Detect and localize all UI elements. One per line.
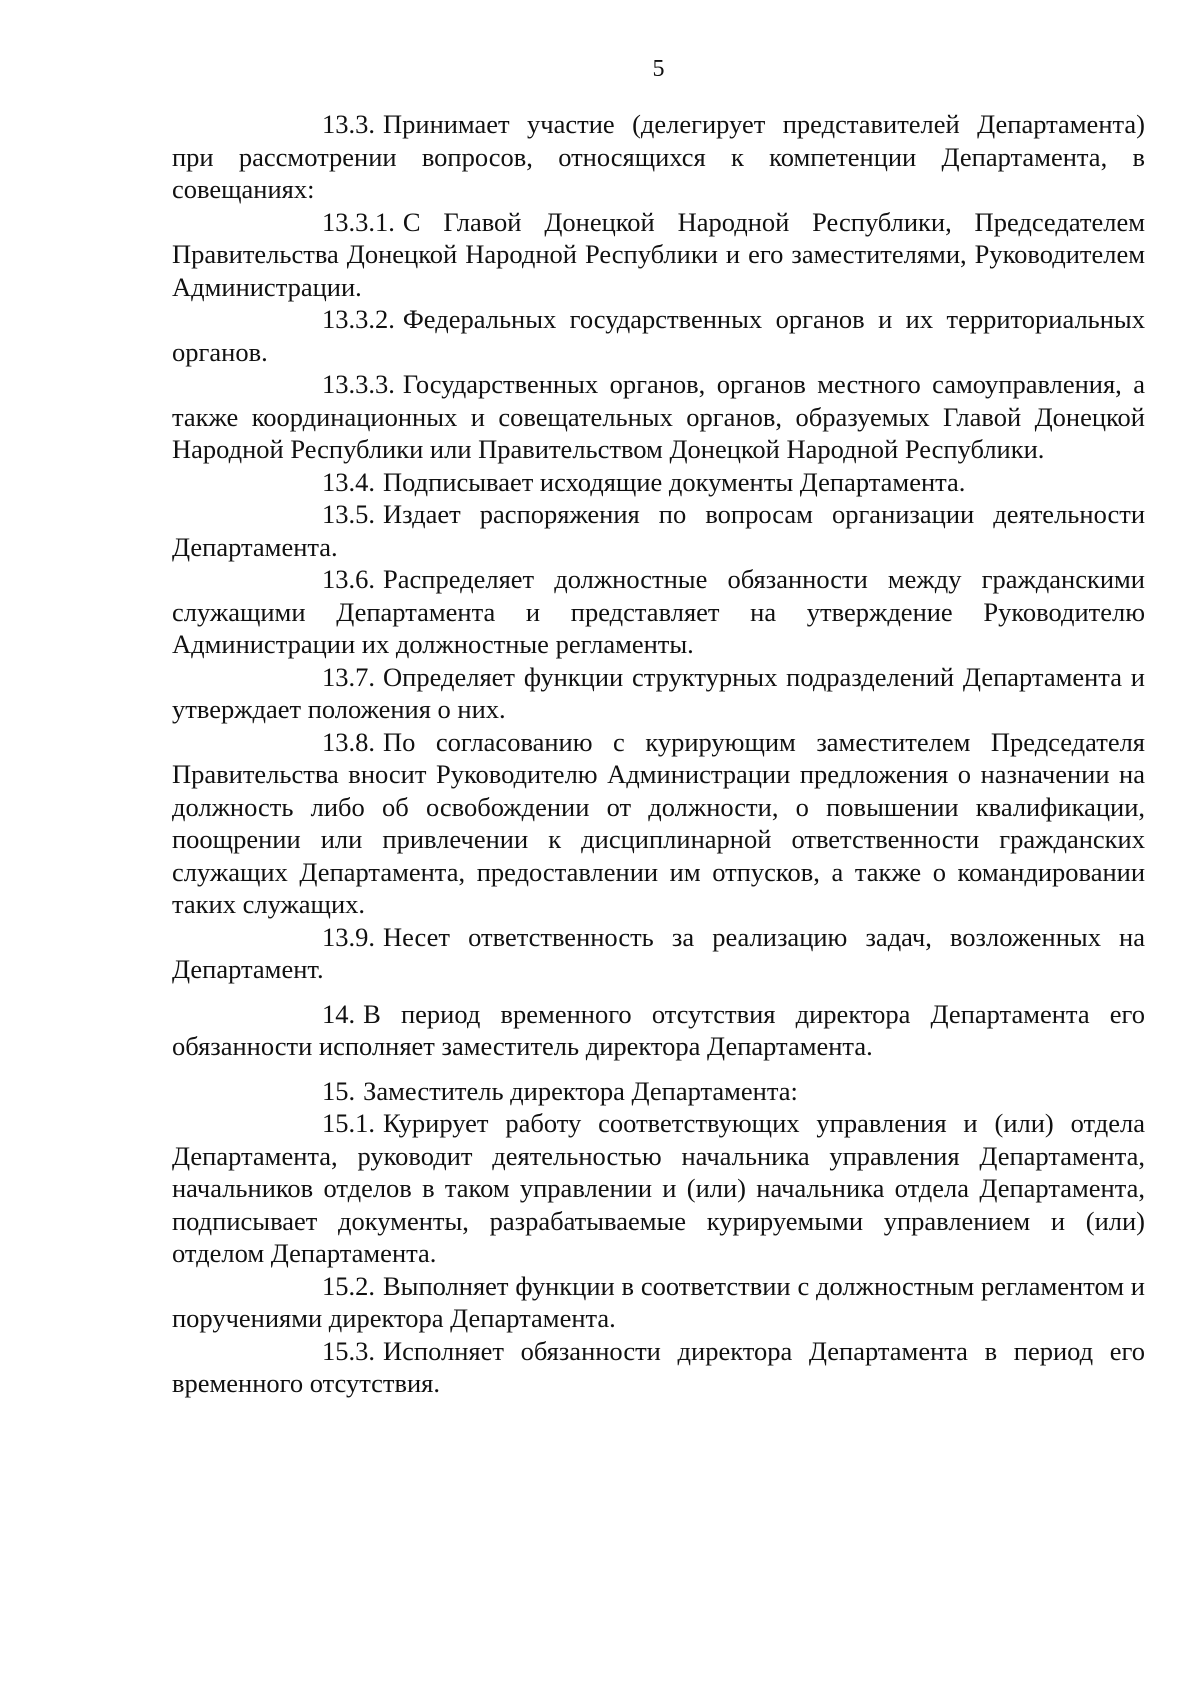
paragraph-number: 14. [322,998,356,1029]
paragraph-text: Исполняет обязанности директора Департамента в период его временного отсутствия. [172,1335,1145,1398]
paragraph-text: Федеральных государственных органов и их территориальных органов. [172,304,1145,367]
paragraph-number: 13.9. [322,921,375,952]
paragraph-text: Выполняет функции в соответствии с должностным регламентом и поручениями директора Департамента. [172,1270,1145,1333]
paragraph-number: 15. [322,1075,356,1106]
paragraph-number: 13.7. [322,661,375,692]
document-page [172,54,1145,1400]
paragraph-number: 13.5. [322,499,375,529]
paragraph-number: 13.3.2. [322,304,395,334]
paragraph-13-5 [172,498,1145,563]
paragraph-text: Определяет функции структурных подразделений Департамента и утверждает положения о них. [172,661,1145,724]
paragraph-13-3-1 [172,206,1145,304]
paragraph-text: Государственных органов, органов местного самоуправления, а также координационных и совещательных органов, образуемых Главой Донецкой Народной Республики или Правительством Донецкой Народной Республики. [172,369,1145,464]
paragraph-text: Издает распоряжения по вопросам организации деятельности Департамента. [172,499,1145,562]
paragraph-number: 13.3.1. [322,206,395,237]
paragraph-text: По согласованию с курирующим заместителем Председателя Правительства вносит Руководителю Администрации предложения о назначении на должность либо об освобождении от должности, о повышении квалификации, поощрении или привлечении к дисциплинарной ответственности гражданских служащих Департамента, предоставлении им отпусков, а также о командировании таких служащих. [172,726,1145,919]
paragraph-13-3-2 [172,303,1145,368]
paragraph-13-7 [172,661,1145,726]
paragraph-14 [172,998,1145,1063]
paragraph-13-9 [172,921,1145,986]
paragraph-text: В период временного отсутствия директора Департамента его обязанности исполняет заместитель директора Департамента. [172,998,1145,1061]
paragraph-15-2 [172,1270,1145,1335]
paragraph-15-1 [172,1107,1145,1270]
paragraph-number: 15.1. [322,1108,375,1138]
paragraph-15-3 [172,1335,1145,1400]
paragraph-text: Заместитель директора Департамента: [363,1075,798,1106]
paragraph-number: 15.3. [322,1335,375,1366]
paragraph-13-6 [172,563,1145,661]
paragraph-text: С Главой Донецкой Народной Республики, Председателем Правительства Донецкой Народной Республики и его заместителями, Руководителем Администрации. [172,206,1145,302]
paragraph-13-3 [172,108,1145,206]
paragraph-text: Распределяет должностные обязанности между гражданскими служащими Департамента и представляет на утверждение Руководителю Администрации их должностные регламенты. [172,564,1145,659]
paragraph-text: Подписывает исходящие документы Департамента. [383,466,966,497]
paragraph-text: Курирует работу соответствующих управления и (или) отдела Департамента, руководит деятельностью начальника управления Департамента, начальников отделов в таком управлении и (или) начальника отдела Департамента, подписывает документы, разрабатываемые курируемыми управлением и (или) отделом Департамента. [172,1108,1145,1268]
paragraph-15 [172,1075,1145,1108]
paragraph-number: 13.8. [322,726,375,757]
paragraph-number: 15.2. [322,1270,375,1301]
paragraph-text: Несет ответственность за реализацию задач, возложенных на Департамент. [172,921,1145,984]
paragraph-13-8 [172,726,1145,921]
paragraph-number: 13.6. [322,564,375,594]
paragraph-number: 13.3. [322,109,375,139]
page-number: 5 [652,56,665,82]
paragraph-text: Принимает участие (делегирует представителей Департамента) при рассмотрении вопросов, относящихся к компетенции Департамента, в совещаниях: [172,109,1145,204]
paragraph-13-4 [172,466,1145,499]
paragraph-number: 13.3.3. [322,369,395,399]
paragraph-number: 13.4. [322,466,375,497]
paragraph-13-3-3 [172,368,1145,466]
